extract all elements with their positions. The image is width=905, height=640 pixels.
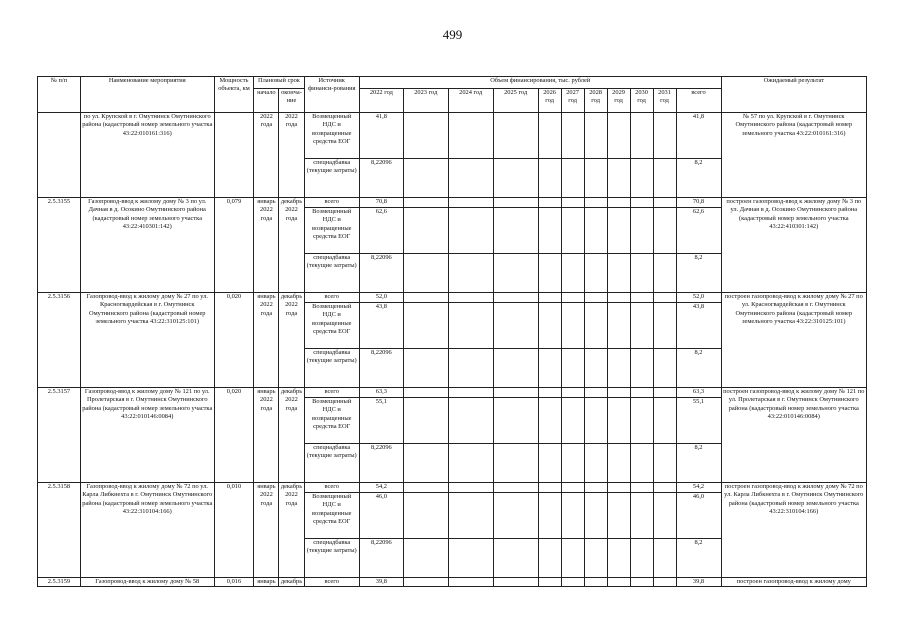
value-empty <box>538 388 561 398</box>
row-name: Газопровод-ввод к жилому дому № 72 по ул. Карла Либкнехта в г. Омутнинск Омутнинского района (кадастровый номер земельного участка 43:22:310104:166) <box>80 483 214 578</box>
header-year: 2023 год <box>403 89 448 113</box>
value-total: 8,2 <box>676 159 721 198</box>
value-empty <box>448 293 493 303</box>
row-result: построен газопровод-ввод к жилому дому № 3 по ул. Дачная в д. Осокино Омутнинского района (кадастровый номер земельного участка 43:22:410301:142) <box>721 198 866 293</box>
value-empty <box>584 303 607 349</box>
row-capacity: 0,020 <box>214 293 254 388</box>
value-empty <box>584 483 607 493</box>
value-total: 8,2 <box>676 444 721 483</box>
value-empty <box>493 398 538 444</box>
value-empty <box>493 254 538 293</box>
value-empty <box>607 444 630 483</box>
value-empty <box>630 349 653 388</box>
value-empty <box>448 159 493 198</box>
value-empty <box>607 578 630 587</box>
value-empty <box>584 113 607 159</box>
value-empty <box>607 254 630 293</box>
value-empty <box>630 293 653 303</box>
header-year: 2028 год <box>584 89 607 113</box>
value-empty <box>448 198 493 208</box>
value-total: 52,0 <box>676 293 721 303</box>
row-end: декабрь 2022 года <box>279 293 304 388</box>
value-empty <box>493 208 538 254</box>
value-2022: 41,8 <box>359 113 403 159</box>
value-empty <box>584 539 607 578</box>
value-empty <box>493 293 538 303</box>
value-empty <box>630 398 653 444</box>
value-2022: 55,1 <box>359 398 403 444</box>
table-row <box>38 198 867 208</box>
value-empty <box>584 293 607 303</box>
table-row <box>38 578 867 587</box>
value-2022: 54,2 <box>359 483 403 493</box>
value-empty <box>493 159 538 198</box>
value-empty <box>561 539 584 578</box>
value-empty <box>538 254 561 293</box>
header-period: Плановый срок <box>254 77 304 89</box>
row-number: 2.5.3155 <box>38 198 81 293</box>
row-capacity <box>214 113 254 198</box>
value-empty <box>448 113 493 159</box>
value-empty <box>538 293 561 303</box>
row-source: всего <box>304 483 359 493</box>
value-empty <box>403 293 448 303</box>
value-empty <box>561 578 584 587</box>
header-period-start: начало <box>254 89 279 113</box>
value-2022: 8,22096 <box>359 539 403 578</box>
row-capacity: 0,020 <box>214 388 254 483</box>
value-empty <box>403 388 448 398</box>
value-empty <box>403 444 448 483</box>
row-source: спецнадбавка (текущие затраты) <box>304 254 359 293</box>
value-empty <box>403 539 448 578</box>
value-empty <box>607 388 630 398</box>
value-empty <box>538 303 561 349</box>
value-empty <box>493 349 538 388</box>
value-empty <box>630 159 653 198</box>
value-total: 46,0 <box>676 493 721 539</box>
row-end: декабрь <box>280 578 303 585</box>
value-total: 41,8 <box>676 113 721 159</box>
row-source: всего <box>304 388 359 398</box>
value-empty <box>561 483 584 493</box>
value-empty <box>561 388 584 398</box>
value-empty <box>403 493 448 539</box>
value-empty <box>653 539 676 578</box>
row-start: январь 2022 года <box>254 293 279 388</box>
value-empty <box>630 388 653 398</box>
value-empty <box>630 198 653 208</box>
value-empty <box>448 578 493 587</box>
header-year: 2030 год <box>630 89 653 113</box>
value-empty <box>448 388 493 398</box>
value-empty <box>448 254 493 293</box>
value-empty <box>607 539 630 578</box>
row-result: построен газопровод-ввод к жилому дому № 72 по ул. Карла Либкнехта в г. Омутнинск Омутнинского района (кадастровый номер земельного участка 43:22:310104:166) <box>721 483 866 578</box>
row-end: декабрь 2022 года <box>279 388 304 483</box>
row-start: 2022 года <box>254 113 279 198</box>
value-empty <box>448 539 493 578</box>
value-empty <box>630 493 653 539</box>
row-name: Газопровод-ввод к жилому дому № 58 <box>80 578 214 587</box>
value-2022: 46,0 <box>359 493 403 539</box>
row-name: Газопровод-ввод к жилому дому № 3 по ул. Дачная в д. Осокино Омутнинского района (кадастровый номер земельного участка 43:22:410301:142) <box>80 198 214 293</box>
header-num: № п/п <box>38 77 81 113</box>
value-empty <box>538 398 561 444</box>
row-source: Возмещенный НДС и возвращенные средства ЕОГ <box>304 303 359 349</box>
row-name: Газопровод-ввод к жилому дому № 27 по ул. Красногвардейская в г. Омутнинск Омутнинского района (кадастровый номер земельного участка 43:22:310125:101) <box>80 293 214 388</box>
value-empty <box>403 159 448 198</box>
value-empty <box>538 208 561 254</box>
value-2022: 63,3 <box>359 388 403 398</box>
value-empty <box>607 303 630 349</box>
value-empty <box>653 483 676 493</box>
table-row <box>38 113 867 159</box>
header-source: Источник финанси-рования <box>304 77 359 113</box>
value-2022: 8,22096 <box>359 349 403 388</box>
value-empty <box>561 398 584 444</box>
value-empty <box>493 198 538 208</box>
header-result: Ожидаемый результат <box>721 77 866 113</box>
header-total: всего <box>676 89 721 113</box>
header-year: 2024 год <box>448 89 493 113</box>
value-empty <box>630 254 653 293</box>
value-empty <box>448 349 493 388</box>
table-header <box>38 77 867 113</box>
value-empty <box>448 493 493 539</box>
row-source: спецнадбавка (текущие затраты) <box>304 539 359 578</box>
value-empty <box>538 349 561 388</box>
value-empty <box>607 113 630 159</box>
value-empty <box>607 198 630 208</box>
value-empty <box>538 444 561 483</box>
row-number: 2.5.3159 <box>38 578 81 587</box>
value-empty <box>653 208 676 254</box>
value-empty <box>403 349 448 388</box>
value-empty <box>493 113 538 159</box>
row-source: спецнадбавка (текущие затраты) <box>304 444 359 483</box>
value-empty <box>538 113 561 159</box>
value-total: 54,2 <box>676 483 721 493</box>
row-number <box>38 113 81 198</box>
value-2022: 62,6 <box>359 208 403 254</box>
value-empty <box>584 159 607 198</box>
row-source: спецнадбавка (текущие затраты) <box>304 159 359 198</box>
value-empty <box>607 493 630 539</box>
row-capacity: 0,010 <box>214 483 254 578</box>
value-empty <box>561 254 584 293</box>
value-empty <box>653 254 676 293</box>
financing-table <box>37 76 867 587</box>
value-empty <box>538 539 561 578</box>
value-empty <box>403 483 448 493</box>
row-number: 2.5.3157 <box>38 388 81 483</box>
value-empty <box>561 208 584 254</box>
value-empty <box>584 349 607 388</box>
value-empty <box>607 349 630 388</box>
value-empty <box>561 293 584 303</box>
value-empty <box>561 198 584 208</box>
row-number: 2.5.3158 <box>38 483 81 578</box>
header-year: 2027 год <box>561 89 584 113</box>
value-empty <box>653 388 676 398</box>
header-year: 2029 год <box>607 89 630 113</box>
row-start: январь 2022 года <box>254 483 279 578</box>
value-empty <box>653 398 676 444</box>
value-empty <box>630 208 653 254</box>
value-empty <box>493 303 538 349</box>
row-end: декабрь 2022 года <box>279 483 304 578</box>
value-empty <box>538 493 561 539</box>
value-2022: 8,22096 <box>359 444 403 483</box>
row-result: № 57 по ул. Крупской в г. Омутнинск Омутнинского района (кадастровый номер земельного участка 43:22:010161:316) <box>721 113 866 198</box>
value-total: 70,8 <box>676 198 721 208</box>
value-total: 8,2 <box>676 539 721 578</box>
value-empty <box>403 113 448 159</box>
value-empty <box>584 198 607 208</box>
value-empty <box>630 483 653 493</box>
value-2022: 70,8 <box>359 198 403 208</box>
header-year: 2031 год <box>653 89 676 113</box>
value-empty <box>653 293 676 303</box>
header-year: 2026 год <box>538 89 561 113</box>
value-empty <box>403 208 448 254</box>
value-empty <box>630 539 653 578</box>
value-empty <box>630 303 653 349</box>
value-empty <box>653 444 676 483</box>
value-empty <box>607 159 630 198</box>
table-row <box>38 388 867 398</box>
value-empty <box>653 303 676 349</box>
value-empty <box>653 493 676 539</box>
value-total: 55,1 <box>676 398 721 444</box>
row-end: 2022 года <box>279 113 304 198</box>
value-empty <box>653 113 676 159</box>
value-empty <box>403 578 448 587</box>
value-empty <box>538 159 561 198</box>
row-source: всего <box>304 198 359 208</box>
value-empty <box>630 578 653 587</box>
value-empty <box>653 159 676 198</box>
header-year: 2022 год <box>359 89 403 113</box>
value-total: 63,3 <box>676 388 721 398</box>
value-empty <box>607 293 630 303</box>
value-empty <box>538 198 561 208</box>
row-name: по ул. Крупской в г. Омутнинск Омутнинского района (кадастровый номер земельного участка 43:22:010161:316) <box>80 113 214 198</box>
value-empty <box>653 578 676 587</box>
value-empty <box>493 578 538 587</box>
value-empty <box>607 398 630 444</box>
value-empty <box>630 444 653 483</box>
value-empty <box>584 578 607 587</box>
table-row <box>38 483 867 493</box>
value-empty <box>448 208 493 254</box>
value-empty <box>493 493 538 539</box>
value-empty <box>448 444 493 483</box>
value-empty <box>403 198 448 208</box>
value-empty <box>584 254 607 293</box>
value-empty <box>403 254 448 293</box>
row-name: Газопровод-ввод к жилому дому № 121 по ул. Пролетарская в г. Омутнинск Омутнинского района (кадастровый номер земельного участка 43:22:010146:0084) <box>80 388 214 483</box>
value-empty <box>653 198 676 208</box>
value-total: 39,8 <box>676 578 721 587</box>
row-end: декабрь 2022 года <box>279 198 304 293</box>
value-empty <box>493 444 538 483</box>
value-empty <box>561 493 584 539</box>
value-total: 62,6 <box>676 208 721 254</box>
value-empty <box>630 113 653 159</box>
value-2022: 39,8 <box>359 578 403 587</box>
value-2022: 43,8 <box>359 303 403 349</box>
value-empty <box>448 303 493 349</box>
value-empty <box>493 539 538 578</box>
value-2022: 8,22096 <box>359 159 403 198</box>
row-source: Возмещенный НДС и возвращенные средства ЕОГ <box>304 493 359 539</box>
value-empty <box>403 303 448 349</box>
row-source: Возмещенный НДС и возвращенные средства ЕОГ <box>304 398 359 444</box>
value-empty <box>493 388 538 398</box>
page-number: 499 <box>442 27 463 42</box>
value-empty <box>448 398 493 444</box>
row-result: построен газопровод-ввод к жилому дому № 121 по ул. Пролетарская в г. Омутнинск Омутнинского района (кадастровый номер земельного участка 43:22:010146:0084) <box>721 388 866 483</box>
value-total: 43,8 <box>676 303 721 349</box>
header-period-end: оконча-ние <box>279 89 304 113</box>
value-total: 8,2 <box>676 254 721 293</box>
value-empty <box>584 444 607 483</box>
value-empty <box>561 444 584 483</box>
row-source: Возмещенный НДС и возвращенные средства ЕОГ <box>304 113 359 159</box>
row-source: всего <box>304 293 359 303</box>
value-2022: 52,0 <box>359 293 403 303</box>
value-empty <box>584 388 607 398</box>
row-start: январь <box>254 578 279 587</box>
row-source: Возмещенный НДС и возвращенные средства ЕОГ <box>304 208 359 254</box>
row-capacity: 0,079 <box>214 198 254 293</box>
value-empty <box>538 578 561 587</box>
value-empty <box>607 483 630 493</box>
value-empty <box>561 159 584 198</box>
header-volume: Объем финансирования, тыс. рублей <box>359 77 721 89</box>
value-empty <box>538 483 561 493</box>
row-result: построен газопровод-ввод к жилому дому № 27 по ул. Красногвардейская в г. Омутнинск Омутнинского района (кадастровый номер земельного участка 43:22:310125:101) <box>721 293 866 388</box>
row-capacity: 0,016 <box>214 578 254 587</box>
row-source: всего <box>304 578 359 587</box>
value-empty <box>584 208 607 254</box>
table-row <box>38 293 867 303</box>
value-empty <box>653 349 676 388</box>
value-empty <box>584 493 607 539</box>
header-name: Наименование мероприятия <box>80 77 214 113</box>
value-empty <box>448 483 493 493</box>
value-empty <box>584 398 607 444</box>
header-capacity: Мощность объекта, км <box>214 77 254 113</box>
value-2022: 8,22096 <box>359 254 403 293</box>
value-empty <box>403 398 448 444</box>
value-empty <box>493 483 538 493</box>
value-empty <box>607 208 630 254</box>
row-result: построен газопровод-ввод к жилому дому <box>721 578 866 587</box>
value-empty <box>561 349 584 388</box>
row-start: январь 2022 года <box>254 198 279 293</box>
header-year: 2025 год <box>493 89 538 113</box>
value-empty <box>561 113 584 159</box>
row-number: 2.5.3156 <box>38 293 81 388</box>
row-start: январь 2022 года <box>254 388 279 483</box>
table-body <box>38 113 867 587</box>
row-source: спецнадбавка (текущие затраты) <box>304 349 359 388</box>
value-total: 8,2 <box>676 349 721 388</box>
value-empty <box>561 303 584 349</box>
